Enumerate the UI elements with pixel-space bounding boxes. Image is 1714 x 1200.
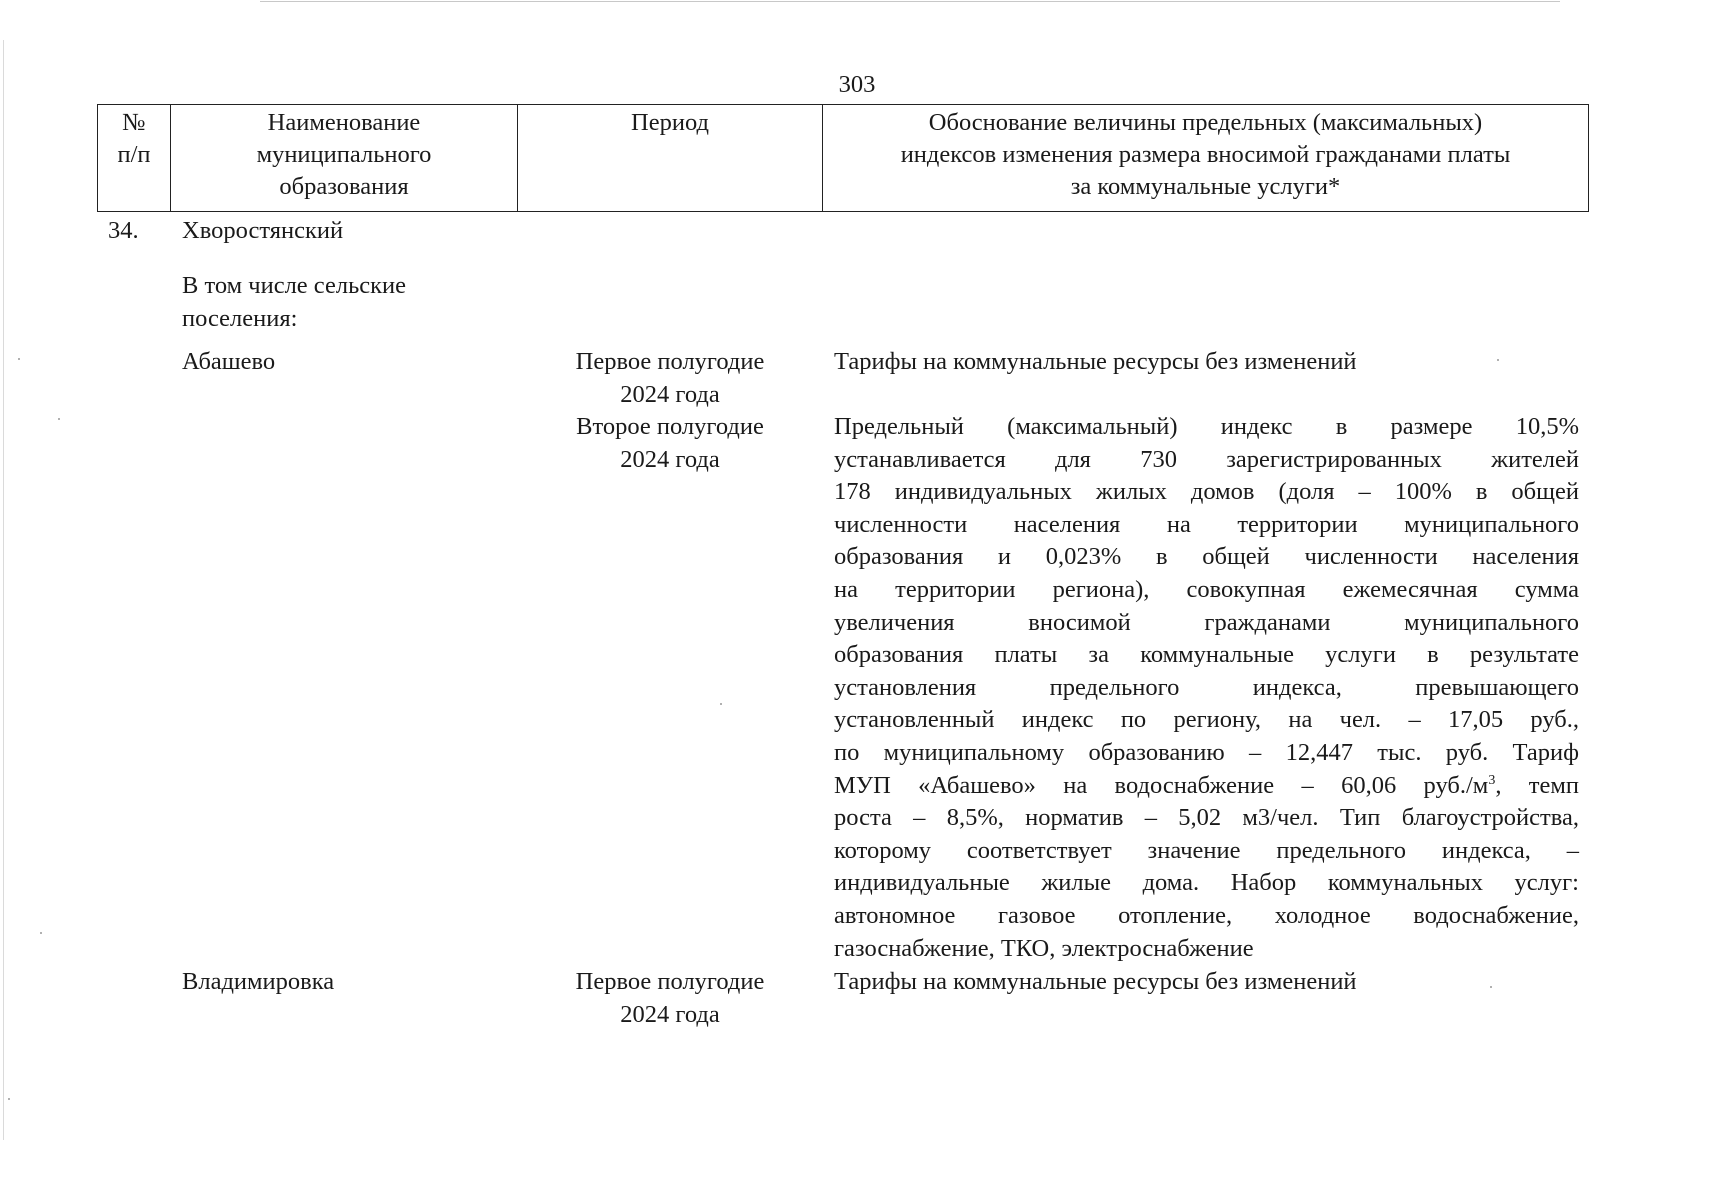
scan-speck bbox=[8, 1098, 10, 1100]
basis-line: увеличения вносимой гражданами муниципального bbox=[834, 608, 1579, 636]
basis-line: на территории региона), совокупная ежемесячная сумма bbox=[834, 575, 1579, 603]
basis-text: Тарифы на коммунальные ресурсы без изменений bbox=[834, 968, 1357, 995]
header-basis-line: индексов изменения размера вносимой гражданами платы bbox=[900, 141, 1511, 168]
header-municipality-line: муниципального bbox=[256, 141, 432, 168]
period-line: Второе полугодие bbox=[576, 413, 764, 440]
scan-speck bbox=[40, 932, 42, 934]
basis-paragraph bbox=[834, 411, 1579, 965]
header-municipality-line: образования bbox=[279, 173, 409, 200]
header-number-line: п/п bbox=[117, 141, 151, 168]
settlement-name: Абашево bbox=[182, 348, 276, 375]
subheading-line: поселения: bbox=[182, 305, 298, 332]
basis-line: по муниципальному образованию – 12,447 тыс. руб. Тариф bbox=[834, 738, 1579, 766]
scan-speck bbox=[1497, 359, 1499, 361]
scan-speck bbox=[18, 358, 20, 360]
table-header bbox=[97, 104, 1589, 212]
settlement-name: Владимировка bbox=[182, 968, 335, 995]
cubic-superscript: 3 bbox=[1488, 772, 1496, 788]
basis-line-with-superscript bbox=[834, 770, 1579, 803]
basis-line: которому соответствует значение предельного индекса, – bbox=[834, 836, 1579, 864]
period-line: 2024 года bbox=[620, 381, 720, 408]
scan-edge-left bbox=[3, 40, 4, 1140]
district-number: 34. bbox=[108, 217, 139, 244]
header-cell-basis bbox=[823, 105, 1588, 211]
basis-line: численности населения на территории муниципального bbox=[834, 510, 1579, 538]
header-municipality-line: Наименование bbox=[267, 109, 421, 136]
page-number: 303 bbox=[838, 71, 876, 98]
basis-line-main: МУП «Абашево» на водоснабжение – 60,06 руб./м bbox=[834, 771, 1489, 799]
header-cell-municipality bbox=[171, 105, 518, 211]
basis-line: образования и 0,023% в общей численности населения bbox=[834, 543, 1579, 571]
scan-speck bbox=[58, 418, 60, 420]
period-line: 2024 года bbox=[620, 446, 720, 473]
period-line: Первое полугодие bbox=[575, 348, 765, 375]
header-cell-period bbox=[518, 105, 823, 211]
basis-line: установления предельного индекса, превышающего bbox=[834, 673, 1579, 701]
basis-line: 178 индивидуальных жилых домов (доля – 100% в общей bbox=[834, 478, 1579, 506]
basis-line: индивидуальные жилые дома. Набор коммунальных услуг: bbox=[834, 869, 1579, 897]
header-cell-number bbox=[98, 105, 171, 211]
scan-edge-top bbox=[260, 1, 1560, 2]
basis-line: устанавливается для 730 зарегистрированных жителей bbox=[834, 445, 1579, 473]
period-line: 2024 года bbox=[620, 1001, 720, 1028]
scan-speck bbox=[1490, 986, 1492, 988]
basis-line: газоснабжение, ТКО, электроснабжение bbox=[834, 934, 1254, 962]
header-number-line: № bbox=[122, 109, 146, 136]
basis-line: роста – 8,5%, норматив – 5,02 м3/чел. Тип благоустройства, bbox=[834, 804, 1579, 832]
header-basis-line: Обоснование величины предельных (максимальных) bbox=[928, 109, 1483, 136]
basis-line: Предельный (максимальный) индекс в размере 10,5% bbox=[834, 413, 1579, 440]
basis-line: автономное газовое отопление, холодное водоснабжение, bbox=[834, 901, 1579, 929]
period-line: Первое полугодие bbox=[575, 968, 765, 995]
header-basis-line: за коммунальные услуги* bbox=[1070, 173, 1341, 200]
district-name: Хворостянский bbox=[182, 217, 344, 244]
basis-line: установленный индекс по региону, на чел. – 17,05 руб., bbox=[834, 706, 1579, 734]
basis-text: Тарифы на коммунальные ресурсы без изменений bbox=[834, 348, 1357, 375]
basis-line-tail: , темп bbox=[1495, 771, 1579, 799]
scan-speck bbox=[720, 703, 722, 705]
basis-line: образования платы за коммунальные услуги в результате bbox=[834, 641, 1579, 669]
subheading-line: В том числе сельские bbox=[182, 272, 407, 299]
header-period-label: Период bbox=[631, 109, 709, 136]
